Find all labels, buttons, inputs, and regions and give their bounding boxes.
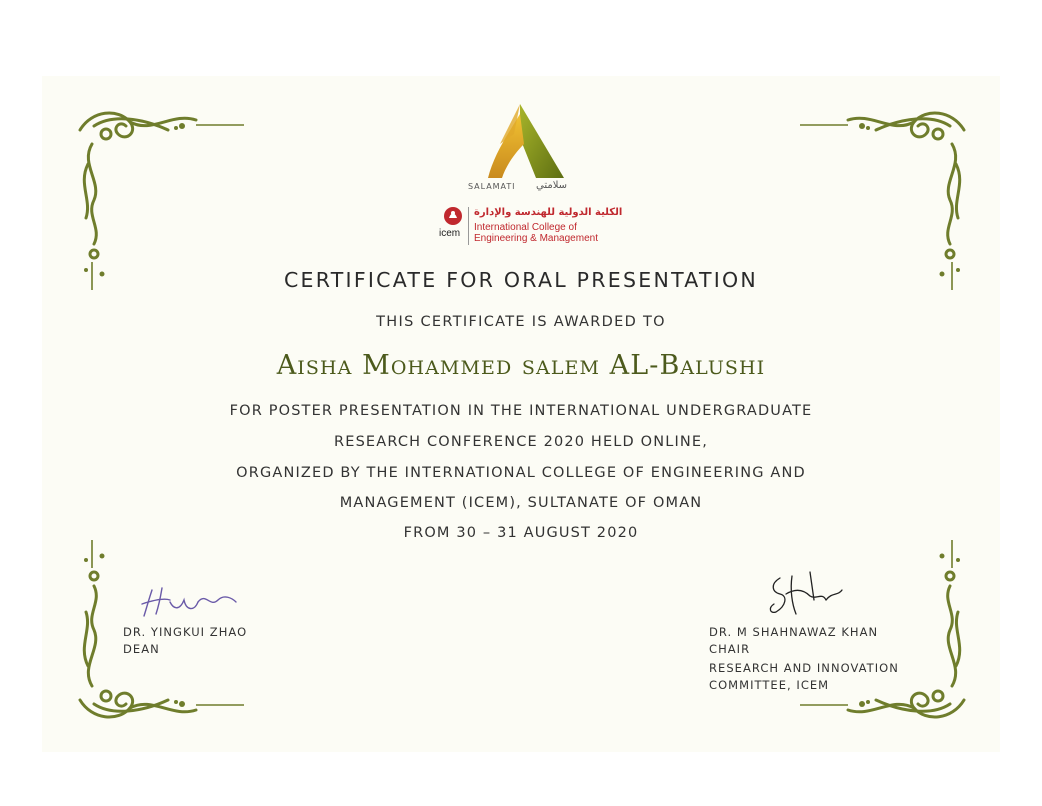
body-line-1: FOR POSTER PRESENTATION IN THE INTERNATIONAL UNDERGRADUATE — [229, 403, 813, 419]
signatory-right-name: DR. M SHAHNAWAZ KHAN — [709, 625, 879, 639]
icem-short-text: icem — [439, 228, 461, 239]
salamati-logo-icon — [480, 104, 570, 186]
signatory-right-role-line3: COMMITTEE, ICEM — [709, 678, 830, 692]
icem-divider — [468, 207, 469, 245]
salamati-latin-text: SALAMATI — [468, 182, 516, 191]
certificate-title: CERTIFICATE FOR ORAL PRESENTATION — [283, 268, 759, 292]
certificate-subtitle: THIS CERTIFICATE IS AWARDED TO — [376, 314, 666, 330]
body-line-4: MANAGEMENT (ICEM), SULTANATE OF OMAN — [339, 495, 703, 511]
signatory-right-role-line2: RESEARCH AND INNOVATION — [709, 661, 899, 675]
icem-line2-text: Engineering & Management — [474, 233, 598, 244]
body-line-5: FROM 30 – 31 AUGUST 2020 — [403, 525, 639, 541]
icem-line1-text: International College of — [474, 222, 577, 233]
signature-left-icon — [140, 582, 240, 622]
body-line-3: ORGANIZED BY THE INTERNATIONAL COLLEGE OF ENGINEERING AND — [236, 465, 806, 481]
signatory-left-name: DR. YINGKUI ZHAO — [123, 625, 248, 639]
salamati-arabic-text: سلامتي — [536, 180, 568, 191]
body-line-2: RESEARCH CONFERENCE 2020 HELD ONLINE, — [334, 434, 708, 450]
ornament-top-right-icon — [792, 104, 972, 294]
icem-logo-icon — [441, 206, 465, 226]
signature-right-icon — [766, 570, 846, 620]
signatory-right-role: CHAIR — [709, 642, 751, 656]
recipient-name: Aisha Mohammed salem AL-Balushi — [276, 350, 766, 381]
icem-arabic-text: الكلية الدولية للهندسة والإدارة — [474, 207, 623, 218]
ornament-top-left-icon — [72, 104, 252, 294]
signatory-left-role: DEAN — [123, 642, 160, 656]
